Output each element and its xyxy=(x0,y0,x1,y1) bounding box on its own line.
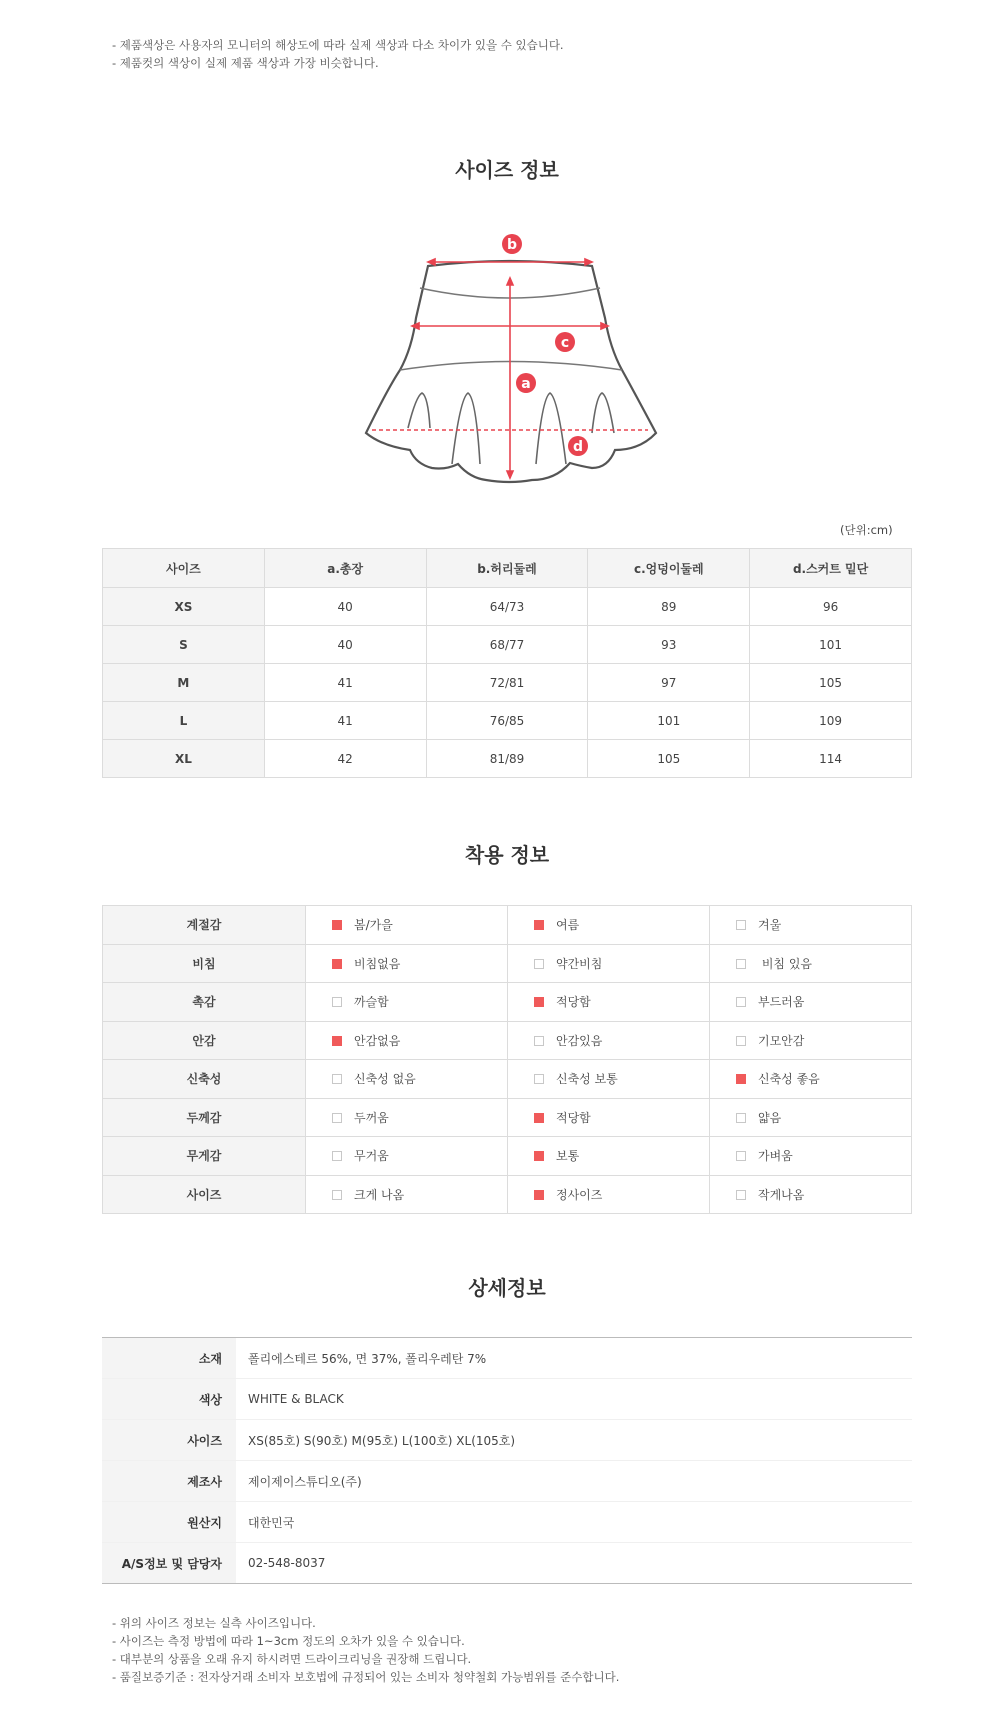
detail-table xyxy=(102,1337,912,1584)
unchecked-box-icon xyxy=(534,1074,544,1084)
label-a: a xyxy=(521,376,531,392)
wear-row-label: 무게감 xyxy=(103,1137,306,1176)
table-row xyxy=(103,1021,912,1060)
wear-section-title: 착용 정보 xyxy=(464,843,550,867)
size-cell: 89 xyxy=(588,588,750,626)
note-line: - 대부분의 상품을 오래 유지 하시려면 드라이크리닝을 권장해 드립니다. xyxy=(112,1652,472,1666)
label-d: d xyxy=(572,439,584,455)
wear-option xyxy=(508,906,710,945)
detail-label: A/S정보 및 담당자 xyxy=(102,1543,236,1584)
wear-option-label: 크게 나옴 xyxy=(354,1187,405,1202)
table-row xyxy=(103,588,912,626)
checked-box-icon xyxy=(332,1036,342,1046)
wear-option-label: 신축성 보통 xyxy=(556,1072,618,1087)
table-row xyxy=(103,1060,912,1099)
wear-option xyxy=(710,983,912,1022)
wear-option-label: 부드러움 xyxy=(758,995,805,1010)
skirt-diagram xyxy=(360,228,660,488)
detail-label: 소재 xyxy=(102,1338,236,1379)
detail-value: XS(85호) S(90호) M(95호) L(100호) XL(105호) xyxy=(236,1420,912,1461)
wear-option xyxy=(710,944,912,983)
table-row xyxy=(103,944,912,983)
size-cell: 40 xyxy=(264,588,426,626)
note-line: - 제품색상은 사용자의 모니터의 해상도에 따라 실제 색상과 다소 차이가 있을 수 있습니다. xyxy=(112,38,564,52)
checked-box-icon xyxy=(534,920,544,930)
detail-value: 02-548-8037 xyxy=(236,1543,912,1584)
size-cell: 76/85 xyxy=(426,702,588,740)
detail-section-title: 상세정보 xyxy=(468,1276,546,1300)
size-cell: 81/89 xyxy=(426,740,588,778)
wear-option-label: 정사이즈 xyxy=(556,1187,603,1202)
table-row xyxy=(102,1502,912,1543)
size-header-cell: 사이즈 xyxy=(103,549,265,588)
size-cell: 96 xyxy=(750,588,912,626)
size-header-cell: d.스커트 밑단 xyxy=(750,549,912,588)
wear-option xyxy=(508,1137,710,1176)
detail-value: 대한민국 xyxy=(236,1502,912,1543)
wear-row-label: 두께감 xyxy=(103,1098,306,1137)
size-table-header xyxy=(103,549,912,588)
table-row xyxy=(102,1379,912,1420)
checked-box-icon xyxy=(332,959,342,969)
table-row xyxy=(103,906,912,945)
unchecked-box-icon xyxy=(534,959,544,969)
table-row xyxy=(103,1137,912,1176)
wear-option-label: 봄/가을 xyxy=(354,918,393,933)
table-row xyxy=(103,1098,912,1137)
size-cell: XS xyxy=(103,588,265,626)
wear-option xyxy=(306,1175,508,1214)
detail-value: 제이제이스튜디오(주) xyxy=(236,1461,912,1502)
table-row xyxy=(103,1175,912,1214)
top-notes xyxy=(112,36,564,72)
detail-label: 제조사 xyxy=(102,1461,236,1502)
note-line: - 사이즈는 측정 방법에 따라 1~3cm 정도의 오차가 있을 수 있습니다. xyxy=(112,1634,465,1648)
table-row xyxy=(103,983,912,1022)
detail-value: WHITE & BLACK xyxy=(236,1379,912,1420)
wear-option-label: 안감없음 xyxy=(354,1033,401,1048)
wear-option-label: 까슬함 xyxy=(354,995,389,1010)
wear-option xyxy=(306,983,508,1022)
wear-option-label: 신축성 좋음 xyxy=(758,1072,820,1087)
unit-label: (단위:cm) xyxy=(840,523,893,537)
note-line: - 품질보증기준 : 전자상거래 소비자 보호법에 규정되어 있는 소비자 청약철회 가능범위를 준수합니다. xyxy=(112,1670,620,1684)
size-cell: 97 xyxy=(588,664,750,702)
detail-label: 사이즈 xyxy=(102,1420,236,1461)
wear-option xyxy=(710,1137,912,1176)
bottom-notes xyxy=(112,1614,619,1686)
size-cell: 105 xyxy=(750,664,912,702)
detail-label: 원산지 xyxy=(102,1502,236,1543)
wear-option-label: 기모안감 xyxy=(758,1033,805,1048)
size-header-cell: a.총장 xyxy=(264,549,426,588)
wear-option-label: 가벼움 xyxy=(758,1149,793,1164)
wear-table xyxy=(102,905,912,1214)
size-cell: 68/77 xyxy=(426,626,588,664)
wear-option xyxy=(306,1060,508,1099)
detail-label: 색상 xyxy=(102,1379,236,1420)
wear-row-label: 안감 xyxy=(103,1021,306,1060)
wear-option-label: 겨울 xyxy=(758,918,782,933)
wear-option xyxy=(710,906,912,945)
wear-option xyxy=(306,1098,508,1137)
wear-option xyxy=(306,944,508,983)
wear-option xyxy=(508,944,710,983)
label-c: c xyxy=(560,335,570,351)
unchecked-box-icon xyxy=(736,997,746,1007)
wear-row-label: 사이즈 xyxy=(103,1175,306,1214)
checked-box-icon xyxy=(534,997,544,1007)
wear-option xyxy=(508,1175,710,1214)
checked-box-icon xyxy=(736,1074,746,1084)
size-table xyxy=(102,548,912,778)
size-cell: 40 xyxy=(264,626,426,664)
label-b: b xyxy=(506,237,518,253)
unchecked-box-icon xyxy=(736,1190,746,1200)
detail-value: 폴리에스테르 56%, 면 37%, 폴리우레탄 7% xyxy=(248,1351,487,1366)
table-row xyxy=(103,702,912,740)
wear-row-label: 비침 xyxy=(103,944,306,983)
size-cell: 101 xyxy=(750,626,912,664)
wear-option-label: 여름 xyxy=(556,918,580,933)
wear-option-label: 무거움 xyxy=(354,1149,389,1164)
wear-option-label: 안감있음 xyxy=(556,1033,603,1048)
wear-option xyxy=(306,1137,508,1176)
wear-option-label: 약간비침 xyxy=(556,956,603,971)
wear-option-label: 적당함 xyxy=(556,995,591,1010)
size-cell: 42 xyxy=(264,740,426,778)
table-row xyxy=(102,1543,912,1584)
wear-option xyxy=(508,1098,710,1137)
unchecked-box-icon xyxy=(332,997,342,1007)
size-cell: XL xyxy=(103,740,265,778)
size-cell: L xyxy=(103,702,265,740)
table-row xyxy=(102,1338,912,1379)
unchecked-box-icon xyxy=(736,1036,746,1046)
size-cell: 93 xyxy=(588,626,750,664)
size-header-cell: c.엉덩이둘레 xyxy=(588,549,750,588)
unchecked-box-icon xyxy=(332,1190,342,1200)
unchecked-box-icon xyxy=(736,1113,746,1123)
unchecked-box-icon xyxy=(332,1113,342,1123)
size-cell: 41 xyxy=(264,664,426,702)
table-row xyxy=(103,626,912,664)
unchecked-box-icon xyxy=(332,1074,342,1084)
table-row xyxy=(102,1461,912,1502)
size-cell: 64/73 xyxy=(426,588,588,626)
wear-option-label: 적당함 xyxy=(556,1110,591,1125)
wear-option-label: 비침없음 xyxy=(354,956,401,971)
unchecked-box-icon xyxy=(332,1151,342,1161)
wear-option-label: 보통 xyxy=(556,1149,580,1164)
checked-box-icon xyxy=(534,1190,544,1200)
wear-row-label: 촉감 xyxy=(103,983,306,1022)
wear-option-label: 작게나옴 xyxy=(758,1187,805,1202)
size-section-title: 사이즈 정보 xyxy=(455,158,559,182)
size-cell: 109 xyxy=(750,702,912,740)
table-row xyxy=(102,1420,912,1461)
size-cell: 72/81 xyxy=(426,664,588,702)
wear-option xyxy=(710,1021,912,1060)
size-cell: 114 xyxy=(750,740,912,778)
wear-option-label: 얇음 xyxy=(758,1110,782,1125)
wear-option-label: 신축성 없음 xyxy=(354,1072,416,1087)
wear-option-label: 비침 있음 xyxy=(758,956,812,971)
wear-option xyxy=(508,1021,710,1060)
size-cell: 105 xyxy=(588,740,750,778)
note-line: - 위의 사이즈 정보는 실측 사이즈입니다. xyxy=(112,1616,316,1630)
note-line: - 제품컷의 색상이 실제 제품 색상과 가장 비슷합니다. xyxy=(112,56,379,70)
checked-box-icon xyxy=(534,1113,544,1123)
size-cell: 41 xyxy=(264,702,426,740)
wear-option-label: 두꺼움 xyxy=(354,1110,389,1125)
wear-row-label: 신축성 xyxy=(103,1060,306,1099)
unchecked-box-icon xyxy=(534,1036,544,1046)
table-row xyxy=(103,740,912,778)
size-cell: 101 xyxy=(588,702,750,740)
checked-box-icon xyxy=(332,920,342,930)
unchecked-box-icon xyxy=(736,920,746,930)
checked-box-icon xyxy=(534,1151,544,1161)
wear-option xyxy=(710,1060,912,1099)
wear-row-label: 계절감 xyxy=(103,906,306,945)
unchecked-box-icon xyxy=(736,959,746,969)
wear-option xyxy=(710,1098,912,1137)
wear-option xyxy=(508,983,710,1022)
wear-option xyxy=(306,906,508,945)
skirt-outline xyxy=(366,261,656,482)
unchecked-box-icon xyxy=(736,1151,746,1161)
size-cell: M xyxy=(103,664,265,702)
size-cell: S xyxy=(103,626,265,664)
wear-option xyxy=(306,1021,508,1060)
size-header-cell: b.허리둘레 xyxy=(426,549,588,588)
table-row xyxy=(103,664,912,702)
wear-option xyxy=(508,1060,710,1099)
wear-option xyxy=(710,1175,912,1214)
